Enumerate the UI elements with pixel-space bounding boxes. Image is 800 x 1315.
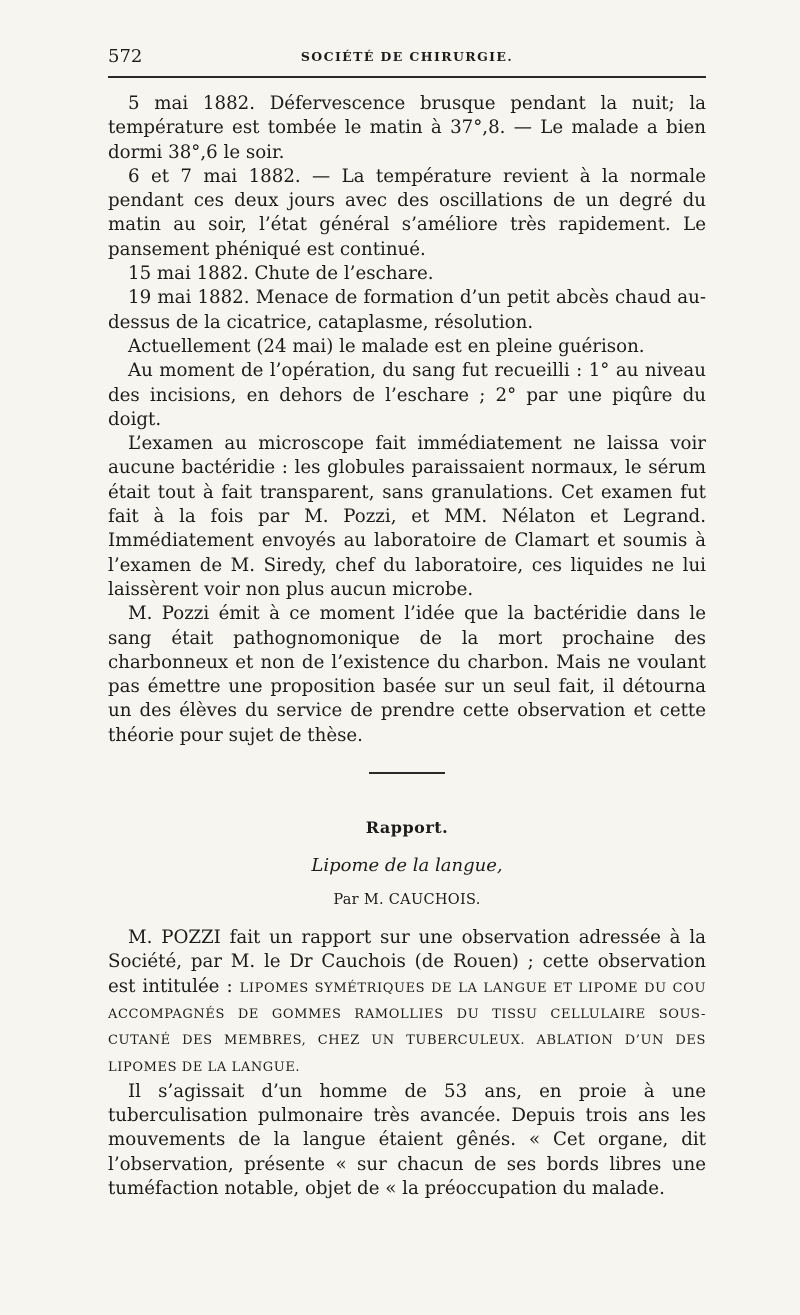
report-text	[108, 926, 706, 1201]
paragraph: 19 mai 1882. Menace de formation d’un petit abcès chaud au-dessus de la cicatrice, cataplasme, résolution.	[108, 287, 706, 333]
page-header	[108, 44, 706, 70]
page-number: 572	[108, 46, 143, 67]
document-page	[108, 44, 706, 1201]
section-heading: Rapport.	[365, 818, 449, 838]
section-separator	[369, 772, 445, 774]
paragraph: Au moment de l’opération, du sang fut recueilli : 1° au niveau des incisions, en dehors de l’eschare ; 2° par une piqûre du doigt.	[108, 360, 706, 430]
header-rule	[108, 76, 706, 78]
paragraph: 5 mai 1882. Défervescence brusque pendant la nuit; la température est tombée le matin à 37°,8. — Le malade a bien dormi 38°,6 le soir.	[108, 93, 706, 163]
paragraph: 6 et 7 mai 1882. — La température revient à la normale pendant ces deux jours avec des oscillations de un degré du matin au soir, l’état général s’améliore très rapidement. Le pansement phéniqué est continué.	[108, 165, 706, 260]
running-title: SOCIÉTÉ DE CHIRURGIE.	[300, 49, 514, 64]
paragraph: Actuellement (24 mai) le malade est en pleine guérison.	[128, 335, 645, 357]
paragraph: M. Pozzi émit à ce moment l’idée que la bactéridie dans le sang était pathognomonique de la mort prochaine des charbonneux et non de l’existence du charbon. Mais ne voulant pas émettre une proposition basée sur un seul fait, il détourna un des élèves du service de prendre cette observation et cette théorie pour sujet de thèse.	[108, 603, 706, 746]
observation-text	[108, 92, 706, 748]
paragraph: Il s’agissait d’un homme de 53 ans, en proie à une tuberculisation pulmonaire très avancée. Depuis trois ans les mouvements de la langue étaient gênés. « Cet organe, dit l’observation, présente « sur chacun de ses bords libres une tuméfaction notable, objet de « la préoccupation du malade.	[108, 1080, 706, 1199]
paragraph: 15 mai 1882. Chute de l’eschare.	[128, 263, 434, 285]
paragraph	[108, 926, 706, 1080]
observation-title: LIPOMES SYMÉTRIQUES DE LA LANGUE ET LIPOME DU COU ACCOMPAGNÉS DE GOMMES RAMOLLIES DU TISSU CELLULAIRE SOUS-CUTANÉ DES MEMBRES, CHEZ UN TUBERCULEUX. ABLATION D’UN DES LIPOMES DE LA LANGUE.	[108, 980, 706, 1075]
paragraph: L’examen au microscope fait immédiatement ne laissa voir aucune bactéridie : les globules paraissaient normaux, le sérum était tout à fait transparent, sans granulations. Cet examen fut fait à la fois par M. Pozzi, et MM. Nélaton et Legrand. Immédiatement envoyés au laboratoire de Clamart et soumis à l’examen de M. Siredy, chef du laboratoire, ces liquides ne lui laissèrent voir non plus aucun microbe.	[108, 433, 706, 600]
paragraph-text: M. POZZI fait un rapport sur une observation adressée à la Société, par M. le Dr Cauchois (de Rouen) ; cette observation est intitulée :	[108, 927, 706, 997]
report-author: Par M. CAUCHOIS.	[333, 892, 481, 909]
report-title: Lipome de la langue,	[311, 855, 503, 877]
